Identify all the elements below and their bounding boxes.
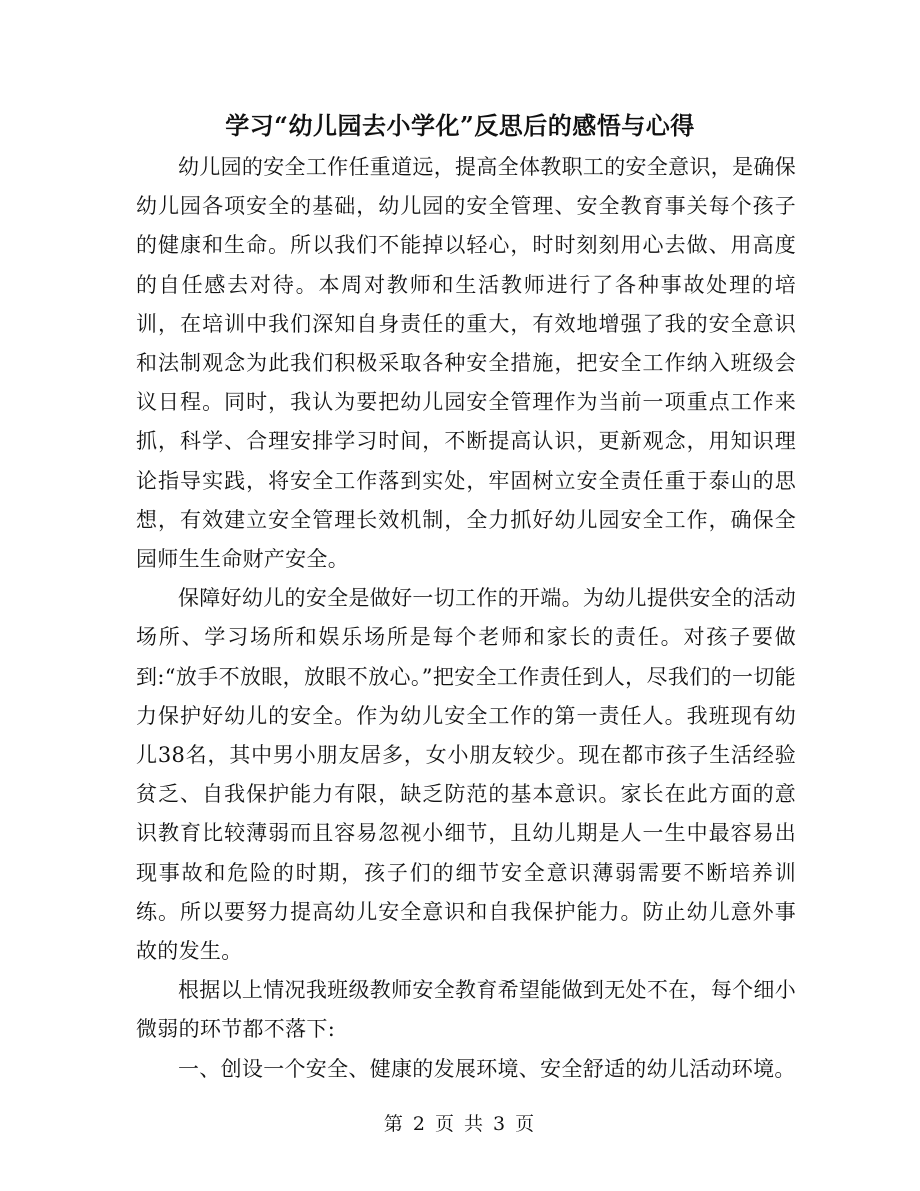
paragraph: 根据以上情况我班级教师安全教育希望能做到无处不在，每个细小微弱的环节都不落下: bbox=[136, 978, 796, 1042]
paragraph: 一、创设一个安全、健康的发展环境、安全舒适的幼儿活动环境。 bbox=[178, 1056, 796, 1081]
paragraph: 幼儿园的安全工作任重道远，提高全体教职工的安全意识，是确保幼儿园各项安全的基础，幼儿园的安全管理、安全教育事关每个孩子的健康和生命。所以我们不能掉以轻心，时时刻刻用心去做、用高度的自任感去对待。本周对教师和生活教师进行了各种事故处理的培训，在培训中我们深知自身责任的重大，有效地增强了我的安全意识和法制观念为此我们积极采取各种安全措施，把安全工作纳入班级会议日程。同时，我认为要把幼儿园安全管理作为当前一项重点工作来抓，科学、合理安排学习时间，不断提高认识，更新观念，用知识理论指导实践，将安全工作落到实处，牢固树立安全责任重于泰山的思想，有效建立安全管理长效机制，全力抓好幼儿园安全工作，确保全园师生生命财产安全。 bbox=[136, 155, 796, 572]
paragraph: 保障好幼儿的安全是做好一切工作的开端。为幼儿提供安全的活动场所、学习场所和娱乐场所是每个老师和家长的责任。对孩子要做到:“放手不放眼，放眼不放心。”把安全工作责任到人，尽我们的一切能力保护好幼儿的安全。作为幼儿安全工作的第一责任人。我班现有幼儿38名，其中男小朋友居多，女小朋友较少。现在都市孩子生活经验贫乏、自我保护能力有限，缺乏防范的基本意识。家长在此方面的意识教育比较薄弱而且容易忽视小细节，且幼儿期是人一生中最容易出现事故和危险的时期，孩子们的细节安全意识薄弱需要不断培养训练。所以要努力提高幼儿安全意识和自我保护能力。防止幼儿意外事故的发生。 bbox=[136, 586, 796, 964]
document-body bbox=[136, 148, 796, 1089]
page-number-footer: 第 2 页 共 3 页 bbox=[383, 1113, 537, 1135]
document-title: 学习“幼儿园去小学化”反思后的感悟与心得 bbox=[225, 111, 695, 140]
